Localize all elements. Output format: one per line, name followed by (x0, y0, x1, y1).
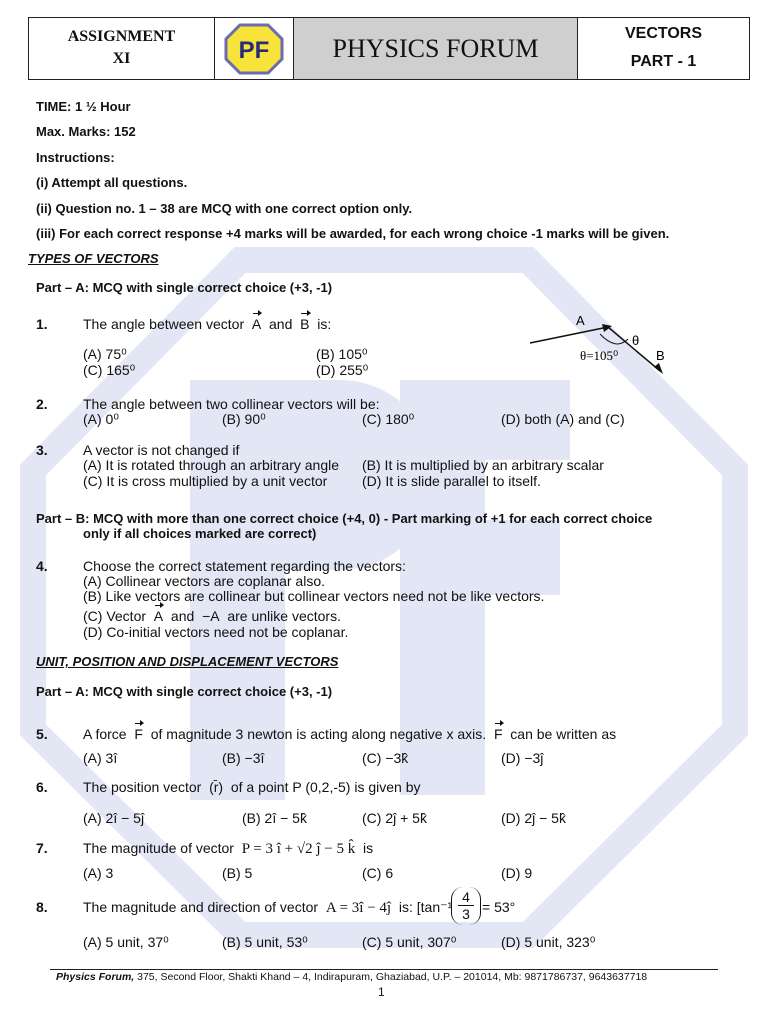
section-types-of-vectors: TYPES OF VECTORS (28, 251, 159, 266)
option-c: (C) Vector A and −A are unlike vectors. (83, 608, 341, 624)
question-number: 8. (36, 899, 48, 915)
option-d: (D) 255⁰ (316, 362, 369, 378)
option-d: (D) Co-initial vectors need not be coplanar. (83, 624, 349, 640)
question-number: 6. (36, 779, 48, 795)
instruction-3: (iii) For each correct response +4 marks will be awarded, for each wrong choice -1 marks will be given. (36, 226, 670, 241)
pf-logo-icon (224, 23, 284, 75)
question-7-text: The magnitude of vector P = 3 î + √2 ĵ − 5 k̂ is (83, 840, 374, 857)
svg-text:B: B (656, 348, 665, 363)
marks-text: Max. Marks: 152 (36, 124, 136, 139)
question-1-text: The angle between vector A and B is: (83, 316, 332, 332)
option-b: (B) Like vectors are collinear but collinear vectors need not be like vectors. (83, 588, 545, 604)
option-a: (A) 2î − 5ĵ (83, 810, 145, 826)
question-number: 4. (36, 558, 48, 574)
part-a-heading: Part – A: MCQ with single correct choice (+3, -1) (36, 280, 333, 295)
question-number: 5. (36, 726, 48, 742)
question-number: 2. (36, 396, 48, 412)
option-a: (A) 0⁰ (83, 411, 119, 427)
question-5-text: A force F of magnitude 3 newton is acting along negative x axis. F can be written as (83, 726, 617, 742)
fraction-4-over-3: 4 3 (451, 887, 481, 925)
class-label: XI (112, 50, 131, 67)
topic-cell (578, 18, 749, 79)
instruction-1: (i) Attempt all questions. (36, 175, 188, 190)
option-c: (C) 6 (362, 865, 394, 881)
page-number: 1 (378, 985, 385, 999)
part-b-heading: Part – B: MCQ with more than one correct choice (+4, 0) - Part marking of +1 for each correct choice (36, 511, 653, 526)
part-b-heading-cont: only if all choices marked are correct) (83, 526, 317, 541)
option-d: (D) −3ĵ (501, 750, 544, 766)
header-table (28, 17, 750, 80)
option-b: (B) −3î (222, 750, 265, 766)
option-b: (B) 90⁰ (222, 411, 266, 427)
svg-text:PF: PF (238, 36, 270, 64)
footer-address: Physics Forum, 375, Second Floor, Shakti Khand – 4, Indirapuram, Ghaziabad, U.P. – 201014, Mb: 9871786737, 9643637718 (56, 971, 648, 983)
option-c: (C) −3k̂ (362, 750, 409, 766)
option-b: (B) 5 unit, 53⁰ (222, 934, 308, 950)
question-number: 3. (36, 442, 48, 458)
question-8-text: The magnitude and direction of vector A = 3î − 4ĵ is: [tan⁻¹ (83, 899, 453, 916)
page-title: PHYSICS FORUM (294, 18, 578, 79)
option-d: (D) 5 unit, 323⁰ (501, 934, 596, 950)
option-a: (A) 5 unit, 37⁰ (83, 934, 169, 950)
question-3-text: A vector is not changed if (83, 442, 240, 458)
option-c: (C) 180⁰ (362, 411, 415, 427)
part-a-heading: Part – A: MCQ with single correct choice (+3, -1) (36, 684, 333, 699)
svg-text:A: A (576, 313, 585, 328)
instruction-2: (ii) Question no. 1 – 38 are MCQ with one correct option only. (36, 201, 413, 216)
logo-cell (215, 18, 294, 79)
option-c: (C) 5 unit, 307⁰ (362, 934, 457, 950)
option-c: (C) It is cross multiplied by a unit vector (83, 473, 328, 489)
option-a: (A) 75⁰ (83, 346, 127, 362)
q8-angle: = 53° (482, 899, 516, 915)
option-b: (B) 5 (222, 865, 253, 881)
time-text: TIME: 1 ½ Hour (36, 99, 131, 114)
vector-angle-diagram (520, 305, 680, 385)
topic-label: VECTORS (624, 25, 703, 42)
option-a: (A) 3 (83, 865, 114, 881)
option-d: (D) both (A) and (C) (501, 411, 625, 427)
question-number: 7. (36, 840, 48, 856)
option-a: (A) 3î (83, 750, 118, 766)
question-6-text: The position vector (r̄) of a point P (0,2,-5) is given by (83, 779, 421, 795)
question-4-text: Choose the correct statement regarding the vectors: (83, 558, 406, 574)
question-2-text: The angle between two collinear vectors will be: (83, 396, 380, 412)
assignment-label: ASSIGNMENT (67, 28, 176, 45)
assignment-cell (29, 18, 215, 79)
option-d: (D) 9 (501, 865, 533, 881)
option-b: (B) 2î − 5k̂ (242, 810, 307, 826)
option-d: (D) 2ĵ − 5k̂ (501, 810, 566, 826)
option-a: (A) It is rotated through an arbitrary angle (83, 457, 340, 473)
question-number: 1. (36, 316, 48, 332)
option-a: (A) Collinear vectors are coplanar also. (83, 573, 325, 589)
option-d: (D) It is slide parallel to itself. (362, 473, 541, 489)
option-c: (C) 2ĵ + 5k̂ (362, 810, 427, 826)
section-unit-position-displacement: UNIT, POSITION AND DISPLACEMENT VECTORS (36, 654, 339, 669)
svg-text:θ=105⁰: θ=105⁰ (580, 348, 619, 363)
footer-divider (50, 969, 718, 970)
instructions-label: Instructions: (36, 150, 115, 165)
option-b: (B) It is multiplied by an arbitrary scalar (362, 457, 604, 473)
option-b: (B) 105⁰ (316, 346, 368, 362)
part-label: PART - 1 (630, 53, 697, 70)
option-c: (C) 165⁰ (83, 362, 136, 378)
svg-text:θ: θ (632, 333, 640, 348)
